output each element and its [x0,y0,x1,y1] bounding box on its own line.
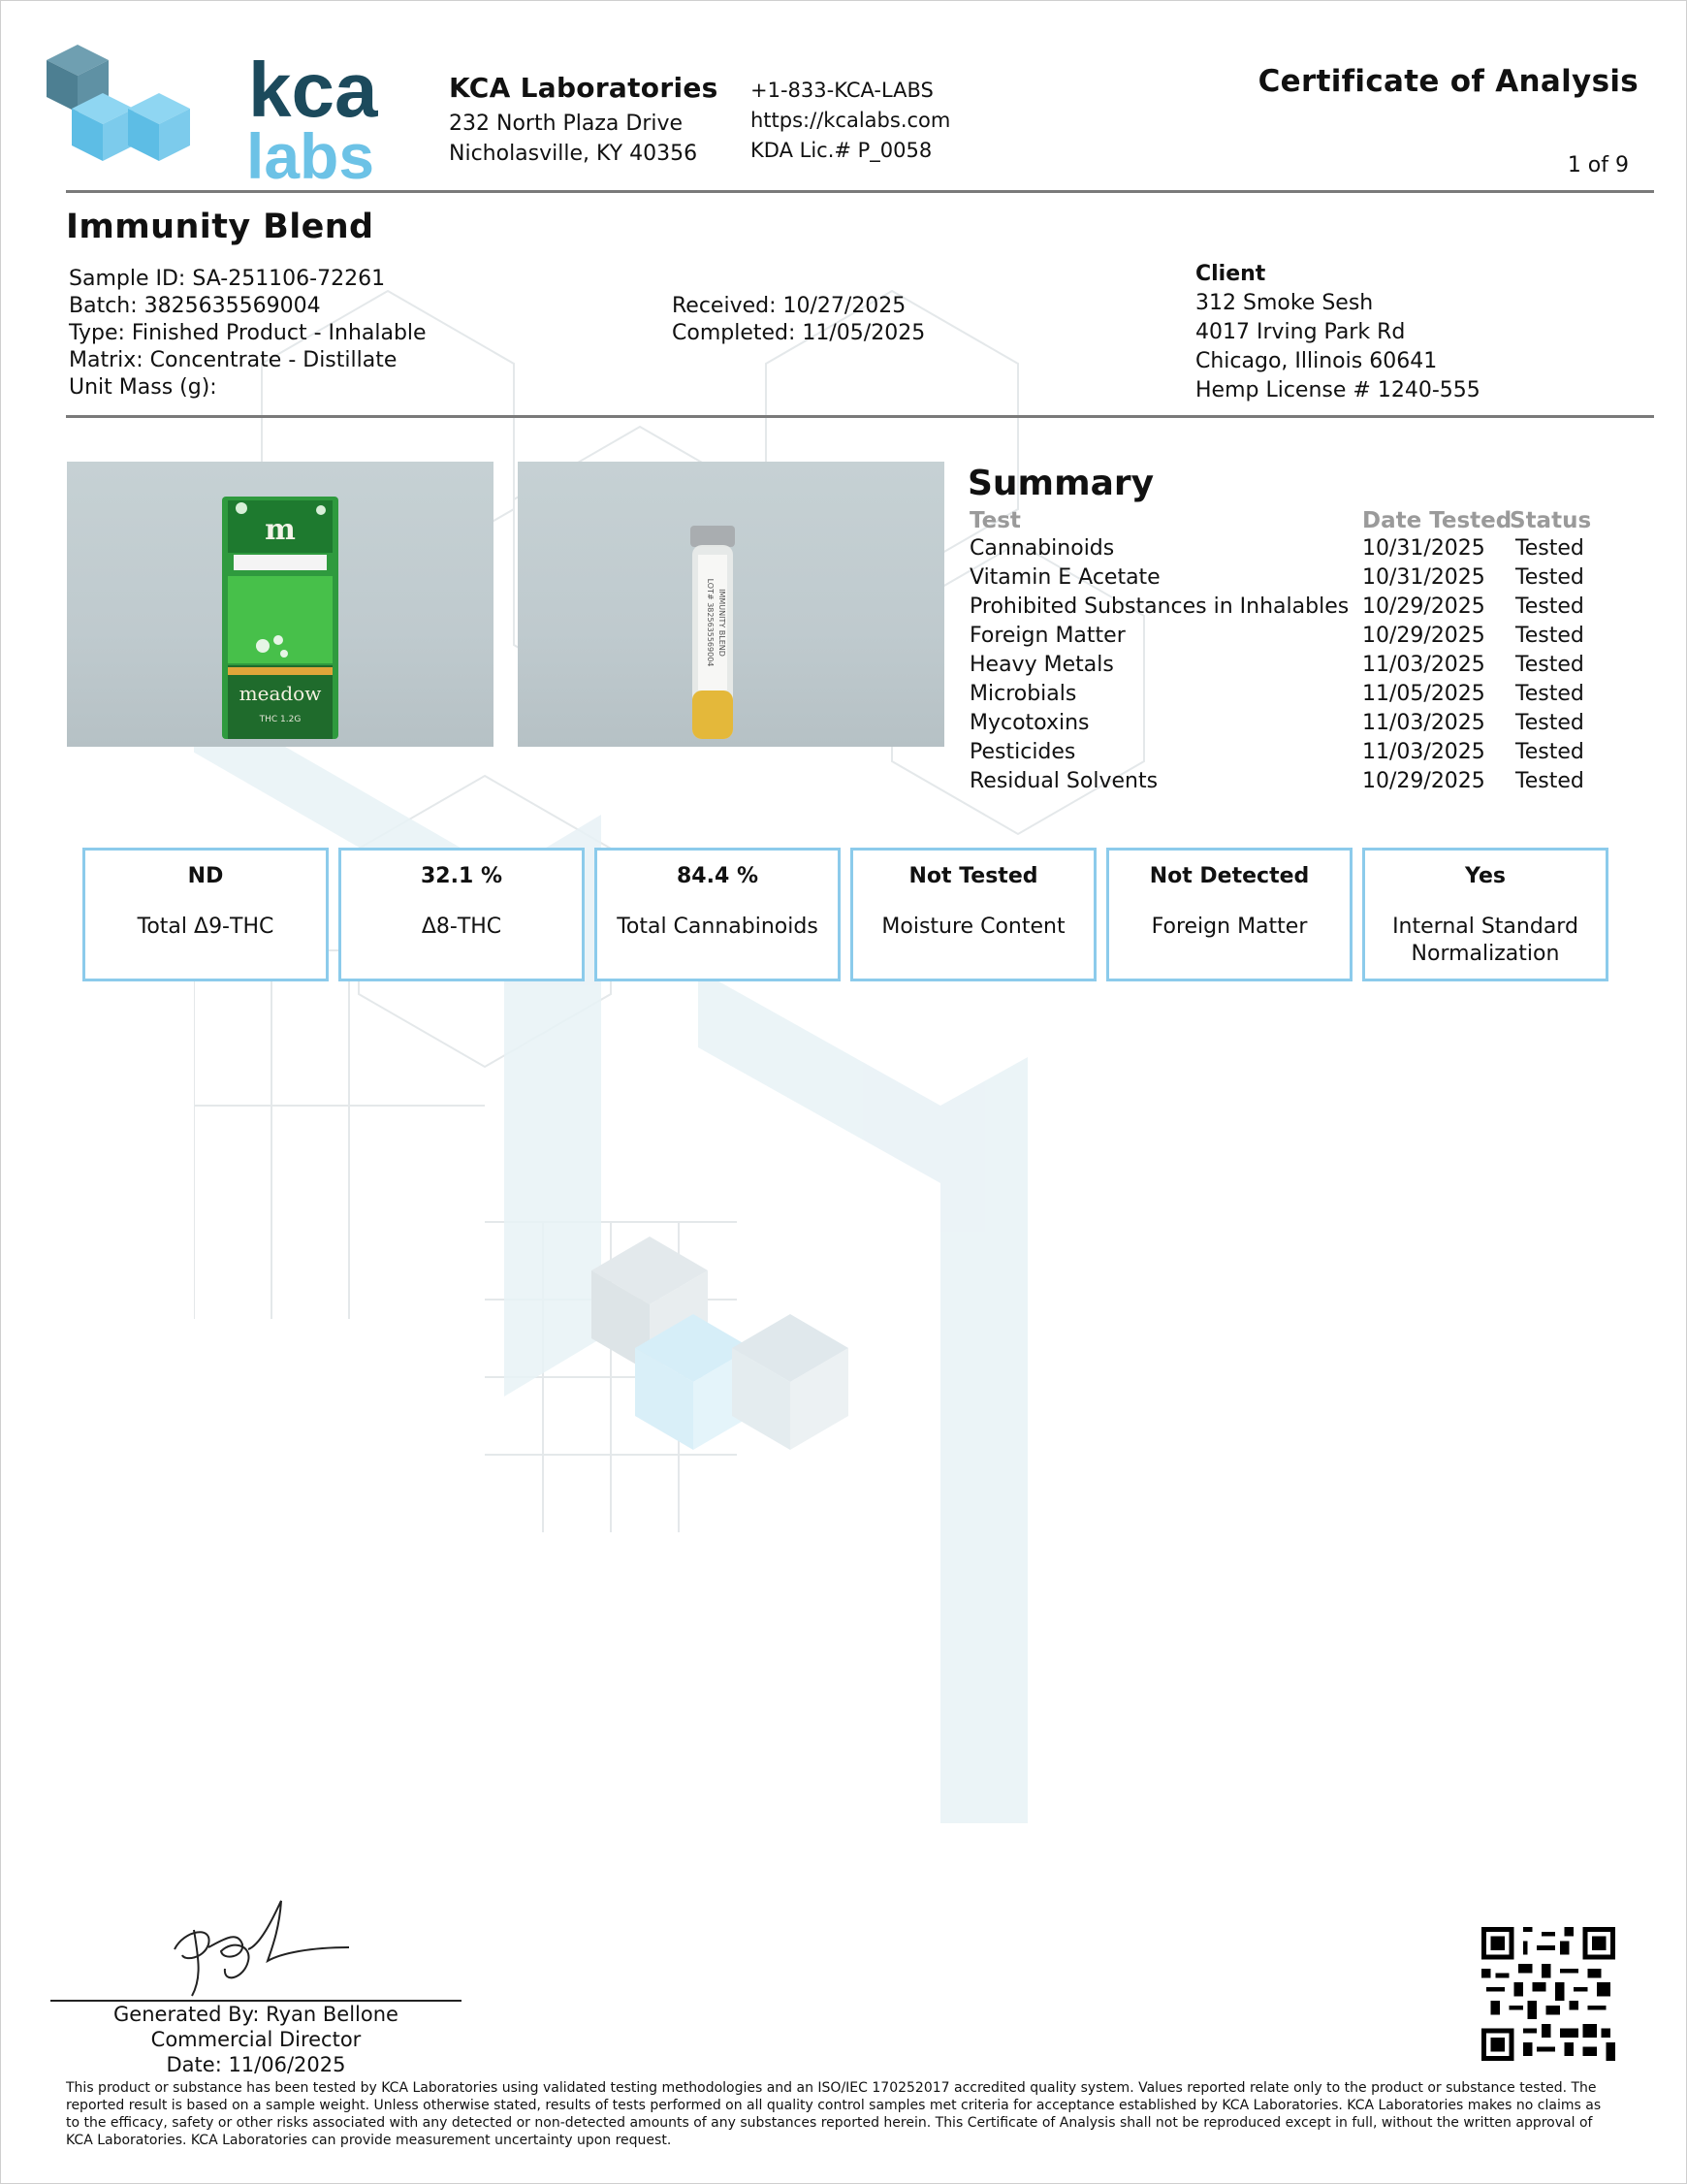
summary-test: Vitamin E Acetate [970,565,1161,590]
unit-mass: Unit Mass (g): [69,375,217,400]
highlight-value: Not Detected [1149,864,1310,888]
highlight-label: Internal Standard Normalization [1392,915,1578,966]
signoff-date: Date: 11/06/2025 [166,2053,346,2076]
sample-id: Sample ID: SA-251106-72261 [69,267,386,291]
summary-row [970,565,1590,594]
summary-row [970,653,1590,682]
summary-status: Tested [1515,653,1584,677]
logo-text-labs: labs [246,120,375,186]
highlight-value: Yes [1465,864,1506,888]
summary-date: 10/29/2025 [1362,594,1485,619]
highlight-label: Foreign Matter [1151,915,1308,939]
document-title: Certificate of Analysis [1257,64,1639,99]
vial-image [518,462,944,747]
highlight-total-cannabinoids [594,848,841,981]
summary-date: 10/29/2025 [1362,624,1485,648]
lab-license: KDA Lic.# P_0058 [750,139,933,162]
completed-date: Completed: 11/05/2025 [672,321,926,345]
highlight-value: 32.1 % [421,864,502,888]
lab-address-line1: 232 North Plaza Drive [449,112,684,136]
summary-status: Tested [1515,594,1584,619]
summary-date: 11/05/2025 [1362,682,1485,706]
summary-row [970,682,1590,711]
product-name: Immunity Blend [66,208,374,246]
highlight-label: Total Cannabinoids [617,915,818,939]
summary-test: Pesticides [970,740,1076,764]
summary-test: Foreign Matter [970,624,1126,648]
client-name: 312 Smoke Sesh [1195,291,1374,315]
qr-code[interactable] [1481,1927,1615,2061]
signature [155,1891,378,2007]
box-strength-text: THC 1.2G [259,715,302,724]
summary-status: Tested [1515,769,1584,793]
summary-row [970,711,1590,740]
client-city: Chicago, Illinois 60641 [1195,349,1438,373]
product-box-image [67,462,493,747]
lab-address [449,109,697,169]
summary-date: 10/29/2025 [1362,769,1485,793]
lab-name: KCA Laboratories [449,72,718,104]
generated-by: Generated By: Ryan Bellone [113,2003,398,2026]
received-date: Received: 10/27/2025 [672,294,907,318]
batch: Batch: 3825635569004 [69,294,321,318]
highlight-moisture-content [850,848,1097,981]
summary-status: Tested [1515,711,1584,735]
client-info [1195,260,1480,405]
summary-date: 10/31/2025 [1362,536,1485,561]
summary-status: Tested [1515,624,1584,648]
signer-role: Commercial Director [150,2028,362,2051]
page-number: 1 of 9 [1567,153,1629,177]
sample-matrix: Matrix: Concentrate - Distillate [69,348,398,372]
highlight-d8-thc [338,848,585,981]
highlight-foreign-matter [1106,848,1353,981]
summary-col-status: Status [1510,508,1592,533]
summary-row [970,536,1590,565]
signoff-block [50,2002,462,2077]
summary-test: Heavy Metals [970,653,1114,677]
highlight-value: ND [187,864,224,888]
vial-label-lot: LOT# 3825635569004 [706,578,715,667]
info-divider [66,415,1654,418]
box-logo-letter: m [265,513,296,547]
summary-date: 11/03/2025 [1362,653,1485,677]
summary-table [970,536,1590,798]
summary-status: Tested [1515,536,1584,561]
lab-phone: +1-833-KCA-LABS [750,79,934,102]
summary-status: Tested [1515,565,1584,590]
summary-status: Tested [1515,682,1584,706]
summary-date: 10/31/2025 [1362,565,1485,590]
summary-col-date: Date Tested [1362,508,1512,533]
summary-test: Microbials [970,682,1077,706]
highlight-internal-standard [1362,848,1608,981]
summary-row [970,769,1590,798]
summary-col-test: Test [970,508,1021,533]
client-street: 4017 Irving Park Rd [1195,320,1406,344]
box-brand-text: meadow [239,682,322,705]
lab-address-line2: Nicholasville, KY 40356 [449,142,698,166]
client-title: Client [1195,262,1266,286]
disclaimer-text: This product or substance has been tested by KCA Laboratories using validated testing methodologies and an ISO/IEC 170252017 accredited quality system. Values reported relate only to the product or substance tested. The reported result is based on a sample weight. Unless otherwise stated, results of tests performed on all quality control samples met criteria for acceptance established by KCA Laboratories. KCA Laboratories makes no claims as to the efficacy, safety or other risks associated with any detected or non-detected amounts of any substances reported herein. This Certificate of Analysis shall not be reproduced except in full, without the written approval of KCA Laboratories. KCA Laboratories can provide measurement uncertainty upon request. [66,2080,1602,2148]
highlight-value: 84.4 % [677,864,758,888]
logo-text-kca: kca [248,47,378,133]
header-divider [66,190,1654,193]
lab-website[interactable]: https://kcalabs.com [750,109,951,132]
highlight-value: Not Tested [908,864,1038,888]
highlight-label: Δ8-THC [421,915,502,939]
sample-type: Type: Finished Product - Inhalable [69,321,427,345]
summary-test: Residual Solvents [970,769,1159,793]
summary-row [970,594,1590,624]
summary-date: 11/03/2025 [1362,711,1485,735]
summary-test: Cannabinoids [970,536,1115,561]
summary-status: Tested [1515,740,1584,764]
kca-labs-logo [43,41,411,186]
hemp-license: Hemp License # 1240-555 [1195,378,1480,402]
highlight-label: Moisture Content [881,915,1066,939]
summary-row [970,624,1590,653]
summary-test: Mycotoxins [970,711,1090,735]
highlight-total-d9-thc [82,848,329,981]
sample-info [69,266,427,401]
vial-label-name: IMMUNITY BLEND [717,589,726,657]
summary-title: Summary [968,464,1155,503]
vial-photo [518,462,944,747]
sample-dates [672,293,925,347]
summary-row [970,740,1590,769]
summary-test: Prohibited Substances in Inhalables [970,594,1350,619]
lab-contact [750,76,950,166]
summary-date: 11/03/2025 [1362,740,1485,764]
highlight-label: Total Δ9-THC [137,915,274,939]
product-box-photo [67,462,493,747]
